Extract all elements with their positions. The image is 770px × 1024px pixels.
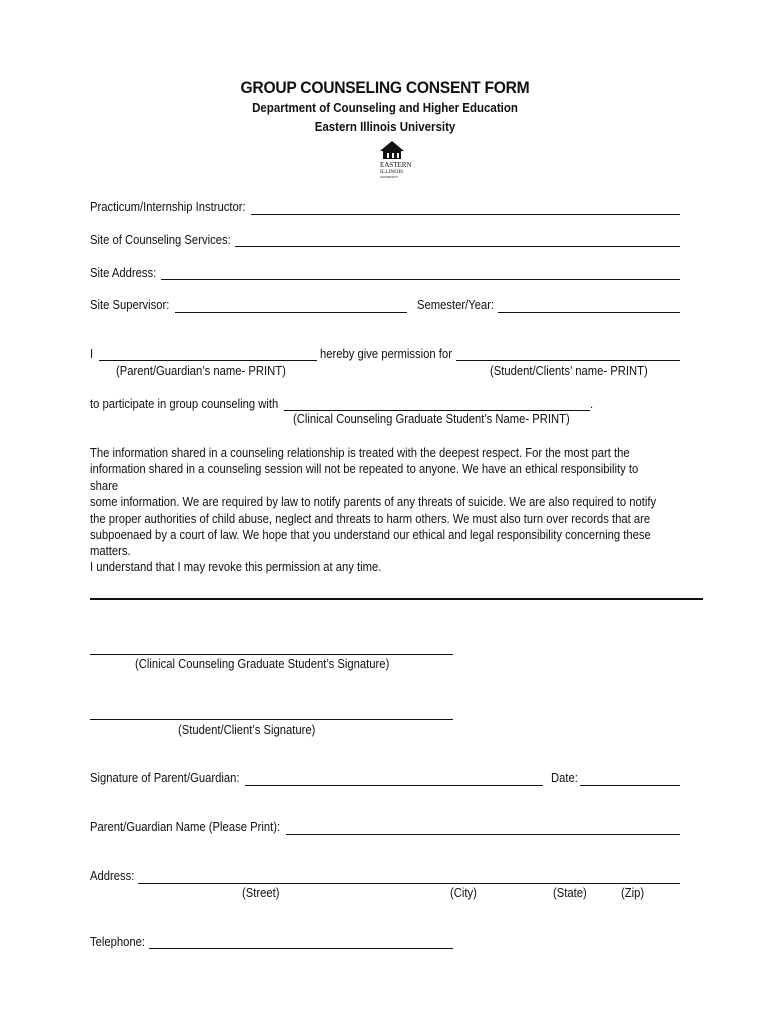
svg-text:EASTERN: EASTERN: [380, 161, 412, 169]
parent-name-print-label: Parent/Guardian Name (Please Print):: [90, 820, 281, 834]
revoke-statement: I understand that I may revoke this permission at any time.: [90, 560, 382, 574]
student-name-caption: (Student/Clients’ name- PRINT): [490, 364, 648, 378]
site-field[interactable]: [235, 246, 680, 247]
city-caption: (City): [450, 886, 477, 900]
participate-text: to participate in group counseling with: [90, 397, 279, 411]
confidentiality-paragraph: [90, 445, 666, 560]
parent-name-field[interactable]: [99, 360, 317, 361]
client-signature-field[interactable]: [90, 719, 453, 720]
semester-label: Semester/Year:: [417, 298, 495, 312]
paragraph-line: some information. We are required by law to notify parents of any threats of suicide. We are also required to notify: [90, 495, 657, 510]
address-field[interactable]: [138, 883, 680, 884]
department-name: Department of Counseling and Higher Education: [252, 101, 518, 115]
zip-caption: (Zip): [621, 886, 645, 900]
paragraph-line: The information shared in a counseling relationship is treated with the deepest respect. For the most part the: [90, 446, 630, 460]
site-label: Site of Counseling Services:: [90, 233, 231, 247]
give-permission-text: hereby give permission for: [320, 347, 452, 361]
period-mark: .: [590, 397, 594, 411]
university-logo: [376, 137, 422, 179]
university-name: Eastern Illinois University: [314, 120, 456, 134]
paragraph-line: matters.: [90, 544, 131, 559]
telephone-label: Telephone:: [90, 935, 146, 949]
supervisor-field[interactable]: [175, 312, 407, 313]
parent-signature-label: Signature of Parent/Guardian:: [90, 771, 240, 785]
supervisor-label: Site Supervisor:: [90, 298, 170, 312]
svg-text:UNIVERSITY: UNIVERSITY: [380, 175, 399, 179]
graduate-signature-caption: (Clinical Counseling Graduate Student’s Signature): [135, 657, 390, 671]
svg-text:ILLINOIS: ILLINOIS: [380, 169, 404, 175]
instructor-label: Practicum/Internship Instructor:: [90, 200, 246, 214]
section-divider: [90, 598, 703, 600]
date-label: Date:: [551, 771, 578, 785]
graduate-signature-field[interactable]: [90, 654, 453, 655]
graduate-name-caption: (Clinical Counseling Graduate Student’s Name- PRINT): [293, 412, 570, 426]
student-name-field[interactable]: [456, 360, 680, 361]
street-caption: (Street): [242, 886, 280, 900]
client-signature-caption: (Student/Client’s Signature): [178, 723, 316, 737]
parent-name-caption: (Parent/Guardian’s name- PRINT): [116, 364, 286, 378]
state-caption: (State): [553, 886, 587, 900]
graduate-name-field[interactable]: [284, 410, 590, 411]
paragraph-line: subpoenaed by a court of law. We hope that you understand our ethical and legal responsibility concerning these: [90, 528, 651, 543]
instructor-field[interactable]: [251, 214, 680, 215]
site-address-field[interactable]: [161, 279, 680, 280]
form-title: GROUP COUNSELING CONSENT FORM: [240, 78, 530, 97]
parent-name-print-field[interactable]: [286, 834, 680, 835]
i-label: I: [90, 347, 94, 361]
address-label: Address:: [90, 869, 135, 883]
telephone-field[interactable]: [149, 948, 453, 949]
paragraph-line: information shared in a counseling session will not be repeated to anyone. We have an ethical responsibility to share: [90, 462, 639, 493]
date-field[interactable]: [580, 785, 680, 786]
semester-field[interactable]: [498, 312, 680, 313]
parent-signature-field[interactable]: [245, 785, 543, 786]
paragraph-line: the proper authorities of child abuse, neglect and threats to harm others. We must also turn over records that are: [90, 511, 651, 526]
site-address-label: Site Address:: [90, 266, 157, 280]
